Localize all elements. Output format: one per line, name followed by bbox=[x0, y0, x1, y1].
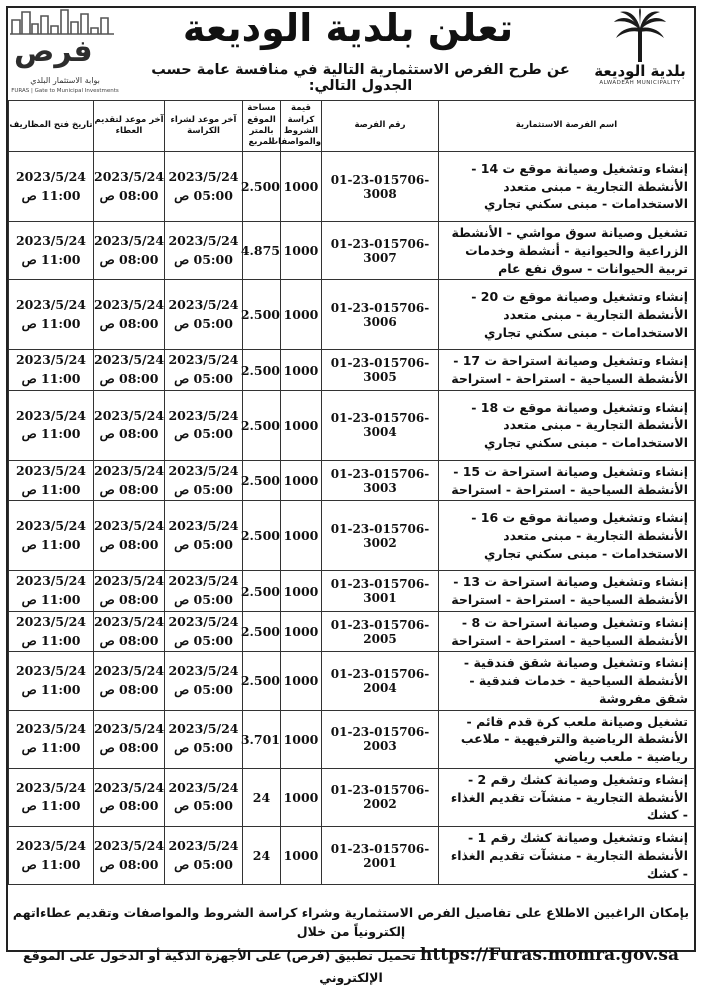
opportunity-name: إنشاء وتشغيل وصيانة استراحة ت 15 - الأنشطة السياحية - استراحة - استراحة bbox=[439, 460, 695, 501]
col-header-area: مساحة الموقع بالمتر المربع bbox=[243, 101, 281, 152]
site-area: 24 bbox=[243, 768, 281, 826]
table-body bbox=[9, 152, 695, 885]
booklet-fee: 1000 bbox=[281, 350, 322, 391]
opportunity-name: إنشاء وتشغيل وصيانة كشك رقم 1 - الأنشطة التجارية - منشآت تقديم الغذاء - كشك bbox=[439, 827, 695, 885]
booklet-fee: 1000 bbox=[281, 611, 322, 652]
opening-time: 11:00 ص bbox=[21, 681, 81, 697]
opportunity-ref: 01-23-015706-3004 bbox=[322, 390, 439, 460]
buy-date: 2023/5/24 bbox=[168, 168, 239, 184]
opening-date: 2023/5/24 bbox=[15, 663, 86, 679]
submit-time: 08:00 ص bbox=[99, 740, 159, 756]
opening-date: 2023/5/24 bbox=[15, 352, 86, 368]
col-header-submit: آخر موعد لتقديم العطاء bbox=[94, 101, 165, 152]
furas-tagline-ar: بوابة الاستثمار البلدي bbox=[30, 76, 100, 85]
submit-deadline bbox=[94, 768, 165, 826]
booklet-fee: 1000 bbox=[281, 152, 322, 222]
submit-deadline bbox=[94, 222, 165, 280]
site-area: 2.500 bbox=[243, 152, 281, 222]
buy-date: 2023/5/24 bbox=[168, 837, 239, 853]
opportunity-name: إنشاء وتشغيل وصيانة موقع ت 18 - الأنشطة التجارية - مبنى متعدد الاستخدامات - مبنى سكني تجاري bbox=[439, 390, 695, 460]
buy-date: 2023/5/24 bbox=[168, 779, 239, 795]
submit-deadline bbox=[94, 460, 165, 501]
site-area: 2.500 bbox=[243, 350, 281, 391]
opening-date: 2023/5/24 bbox=[15, 407, 86, 423]
submit-deadline bbox=[94, 152, 165, 222]
submit-deadline bbox=[94, 280, 165, 350]
opening-date: 2023/5/24 bbox=[15, 462, 86, 478]
submit-date: 2023/5/24 bbox=[94, 352, 165, 368]
opening-time: 11:00 ص bbox=[21, 371, 81, 386]
table-row bbox=[9, 222, 695, 280]
opening-time: 11:00 ص bbox=[21, 187, 81, 203]
booklet-fee: 1000 bbox=[281, 710, 322, 768]
page-subtitle: عن طرح الفرص الاستثمارية التالية في منافسة عامة حسب الجدول التالي: bbox=[151, 62, 570, 94]
buy-time: 05:00 ص bbox=[174, 632, 233, 648]
opening-time: 11:00 ص bbox=[21, 481, 81, 497]
opening-date: 2023/5/24 bbox=[15, 779, 86, 795]
booklet-fee: 1000 bbox=[281, 390, 322, 460]
submit-deadline bbox=[94, 390, 165, 460]
opportunity-ref: 01-23-015706-3002 bbox=[322, 501, 439, 571]
submit-date: 2023/5/24 bbox=[94, 721, 165, 737]
col-header-name: اسم الفرصة الاستثمارية bbox=[439, 101, 695, 152]
footer-note bbox=[10, 903, 692, 987]
booklet-fee: 1000 bbox=[281, 280, 322, 350]
opening-date-cell bbox=[9, 390, 94, 460]
opening-date-cell bbox=[9, 280, 94, 350]
header bbox=[8, 4, 694, 100]
submit-time: 08:00 ص bbox=[99, 371, 159, 386]
buy-time: 05:00 ص bbox=[174, 426, 233, 442]
buy-date: 2023/5/24 bbox=[168, 573, 239, 589]
opportunity-name: إنشاء وتشغيل وصيانة موقع ت 14 - الأنشطة التجارية - مبنى متعدد الاستخدامات - مبنى سكني تجاري bbox=[439, 152, 695, 222]
buy-deadline bbox=[165, 827, 243, 885]
opening-time: 11:00 ص bbox=[21, 740, 81, 756]
table-row bbox=[9, 152, 695, 222]
opening-date: 2023/5/24 bbox=[15, 837, 86, 853]
buy-date: 2023/5/24 bbox=[168, 518, 239, 533]
submit-deadline bbox=[94, 611, 165, 652]
opportunity-ref: 01-23-015706-3001 bbox=[322, 571, 439, 612]
submit-time: 08:00 ص bbox=[99, 315, 159, 331]
opportunity-ref: 01-23-015706-3007 bbox=[322, 222, 439, 280]
buy-deadline bbox=[165, 571, 243, 612]
buy-deadline bbox=[165, 280, 243, 350]
table-row bbox=[9, 460, 695, 501]
buy-time: 05:00 ص bbox=[174, 536, 233, 552]
buy-deadline bbox=[165, 710, 243, 768]
footer-line-2-text: تحميل تطبيق (فرص) على الأجهزة الذكية أو الدخول على الموقع الإلكتروني bbox=[23, 947, 416, 986]
buy-deadline bbox=[165, 460, 243, 501]
opening-date-cell bbox=[9, 611, 94, 652]
buy-time: 05:00 ص bbox=[174, 481, 233, 497]
table-row bbox=[9, 501, 695, 571]
buy-date: 2023/5/24 bbox=[168, 462, 239, 478]
buy-time: 05:00 ص bbox=[174, 740, 233, 756]
opening-time: 11:00 ص bbox=[21, 856, 81, 872]
submit-date: 2023/5/24 bbox=[94, 297, 165, 312]
opening-date-cell bbox=[9, 222, 94, 280]
footer-line-2 bbox=[10, 942, 692, 987]
opening-date: 2023/5/24 bbox=[15, 297, 86, 312]
submit-date: 2023/5/24 bbox=[94, 518, 165, 533]
buy-time: 05:00 ص bbox=[174, 798, 233, 814]
site-area: 2.500 bbox=[243, 571, 281, 612]
opportunity-name: إنشاء وتشغيل وصيانة شقق فندقية - الأنشطة السياحية - خدمات فندقية - شقق مفروشة bbox=[439, 652, 695, 710]
opportunity-ref: 01-23-015706-3006 bbox=[322, 280, 439, 350]
buy-deadline bbox=[165, 768, 243, 826]
page-title: تعلن بلدية الوديعة bbox=[182, 6, 514, 50]
buy-deadline bbox=[165, 390, 243, 460]
booklet-fee: 1000 bbox=[281, 222, 322, 280]
buy-deadline bbox=[165, 350, 243, 391]
opening-date-cell bbox=[9, 152, 94, 222]
website-link[interactable]: https://Furas.momra.gov.sa bbox=[420, 944, 679, 965]
opportunities-table bbox=[8, 100, 695, 885]
submit-time: 08:00 ص bbox=[99, 856, 159, 872]
submit-date: 2023/5/24 bbox=[94, 232, 165, 248]
submit-time: 08:00 ص bbox=[99, 187, 159, 203]
opportunity-ref: 01-23-015706-3003 bbox=[322, 460, 439, 501]
submit-date: 2023/5/24 bbox=[94, 407, 165, 423]
opening-time: 11:00 ص bbox=[21, 536, 81, 552]
opportunity-name: إنشاء وتشغيل وصيانة استراحة ت 8 - الأنشطة السياحية - استراحة - استراحة bbox=[439, 611, 695, 652]
col-header-buy: آخر موعد لشراء الكراسة bbox=[165, 101, 243, 152]
opportunity-ref: 01-23-015706-2004 bbox=[322, 652, 439, 710]
buy-date: 2023/5/24 bbox=[168, 721, 239, 737]
table-row bbox=[9, 768, 695, 826]
buy-deadline bbox=[165, 611, 243, 652]
table-row bbox=[9, 390, 695, 460]
site-area: 24 bbox=[243, 827, 281, 885]
buy-deadline bbox=[165, 501, 243, 571]
opening-date: 2023/5/24 bbox=[15, 168, 86, 184]
opening-time: 11:00 ص bbox=[21, 592, 81, 607]
submit-time: 08:00 ص bbox=[99, 481, 159, 497]
opportunity-name: تشغيل وصيانة ملعب كرة قدم قائم - الأنشطة الرياضية والترفيهية - ملاعب رياضية - ملعب رياضي bbox=[439, 710, 695, 768]
buy-deadline bbox=[165, 222, 243, 280]
submit-time: 08:00 ص bbox=[99, 592, 159, 607]
opportunity-name: إنشاء وتشغيل وصيانة استراحة ت 17 - الأنشطة السياحية - استراحة - استراحة bbox=[439, 350, 695, 391]
site-area: 2.500 bbox=[243, 501, 281, 571]
buy-date: 2023/5/24 bbox=[168, 297, 239, 312]
site-area: 2.500 bbox=[243, 280, 281, 350]
col-header-fee: قيمة كراسة الشروط والمواصفات bbox=[281, 101, 322, 152]
opening-date: 2023/5/24 bbox=[15, 721, 86, 737]
buy-time: 05:00 ص bbox=[174, 856, 233, 872]
submit-date: 2023/5/24 bbox=[94, 168, 165, 184]
site-area: 2.500 bbox=[243, 652, 281, 710]
buy-date: 2023/5/24 bbox=[168, 352, 239, 368]
submit-deadline bbox=[94, 350, 165, 391]
submit-deadline bbox=[94, 827, 165, 885]
submit-date: 2023/5/24 bbox=[94, 613, 165, 629]
buy-time: 05:00 ص bbox=[174, 315, 233, 331]
opening-date-cell bbox=[9, 460, 94, 501]
opening-date-cell bbox=[9, 350, 94, 391]
opening-time: 11:00 ص bbox=[21, 798, 81, 814]
submit-deadline bbox=[94, 501, 165, 571]
opportunity-name: إنشاء وتشغيل وصيانة استراحة ت 13 - الأنشطة السياحية - استراحة - استراحة bbox=[439, 571, 695, 612]
table-row bbox=[9, 571, 695, 612]
table-row bbox=[9, 611, 695, 652]
site-area: 2.500 bbox=[243, 390, 281, 460]
opportunity-ref: 01-23-015706-2005 bbox=[322, 611, 439, 652]
opportunity-name: إنشاء وتشغيل وصيانة موقع ت 20 - الأنشطة التجارية - مبنى متعدد الاستخدامات - مبنى سكني تجاري bbox=[439, 280, 695, 350]
site-area: 2.500 bbox=[243, 460, 281, 501]
opportunity-name: تشغيل وصيانة سوق مواشي - الأنشطة الزراعية والحيوانية - أنشطة وخدمات تربية الحيوانات - سوق نفع عام bbox=[439, 222, 695, 280]
buy-time: 05:00 ص bbox=[174, 592, 233, 607]
furas-logo bbox=[8, 6, 120, 100]
submit-date: 2023/5/24 bbox=[94, 462, 165, 478]
buy-date: 2023/5/24 bbox=[168, 232, 239, 248]
col-header-open: تاريخ فتح المظاريف bbox=[9, 101, 94, 152]
submit-deadline bbox=[94, 652, 165, 710]
municipality-name-en: ALWADEAH MUNICIPALITY bbox=[599, 80, 681, 86]
buy-time: 05:00 ص bbox=[174, 251, 233, 267]
table-row bbox=[9, 652, 695, 710]
opportunity-ref: 01-23-015706-2003 bbox=[322, 710, 439, 768]
opening-date-cell bbox=[9, 652, 94, 710]
opening-date: 2023/5/24 bbox=[15, 518, 86, 533]
furas-tagline-en: FURAS | Gate to Municipal Investments bbox=[11, 88, 119, 94]
opening-time: 11:00 ص bbox=[21, 632, 81, 648]
buy-date: 2023/5/24 bbox=[168, 663, 239, 679]
submit-time: 08:00 ص bbox=[99, 681, 159, 697]
opening-date-cell bbox=[9, 571, 94, 612]
opening-date-cell bbox=[9, 501, 94, 571]
site-area: 2.500 bbox=[243, 611, 281, 652]
opening-date-cell bbox=[9, 710, 94, 768]
buy-time: 05:00 ص bbox=[174, 371, 233, 386]
submit-deadline bbox=[94, 571, 165, 612]
submit-date: 2023/5/24 bbox=[94, 573, 165, 589]
table-row bbox=[9, 827, 695, 885]
submit-deadline bbox=[94, 710, 165, 768]
municipality-name: بلدية الوديعة bbox=[594, 62, 686, 80]
opportunity-name: إنشاء وتشغيل وصيانة كشك رقم 2 - الأنشطة التجارية - منشآت تقديم الغذاء - كشك bbox=[439, 768, 695, 826]
submit-time: 08:00 ص bbox=[99, 426, 159, 442]
booklet-fee: 1000 bbox=[281, 501, 322, 571]
booklet-fee: 1000 bbox=[281, 827, 322, 885]
opening-date: 2023/5/24 bbox=[15, 573, 86, 589]
opening-time: 11:00 ص bbox=[21, 315, 81, 331]
opening-time: 11:00 ص bbox=[21, 426, 81, 442]
booklet-fee: 1000 bbox=[281, 571, 322, 612]
opening-date-cell bbox=[9, 768, 94, 826]
opening-date-cell bbox=[9, 827, 94, 885]
municipality-logo bbox=[594, 8, 686, 98]
footer-line-1: بإمكان الراغبين الاطلاع على تفاصيل الفرص الاستثمارية وشراء كراسة الشروط والمواصفات وتقديم عطاءاتهم إلكترونياً من خلال bbox=[12, 905, 690, 940]
submit-time: 08:00 ص bbox=[99, 251, 159, 267]
submit-date: 2023/5/24 bbox=[94, 779, 165, 795]
submit-time: 08:00 ص bbox=[99, 798, 159, 814]
submit-date: 2023/5/24 bbox=[94, 663, 165, 679]
furas-brand: فرص bbox=[14, 34, 93, 69]
table-row bbox=[9, 350, 695, 391]
booklet-fee: 1000 bbox=[281, 652, 322, 710]
opportunity-ref: 01-23-015706-3005 bbox=[322, 350, 439, 391]
opening-time: 11:00 ص bbox=[21, 251, 81, 267]
submit-date: 2023/5/24 bbox=[94, 837, 165, 853]
table-header-row bbox=[9, 101, 695, 152]
opening-date: 2023/5/24 bbox=[15, 232, 86, 248]
opportunity-ref: 01-23-015706-2001 bbox=[322, 827, 439, 885]
site-area: 3.701 bbox=[243, 710, 281, 768]
col-header-ref: رقم الفرصة bbox=[322, 101, 439, 152]
buy-deadline bbox=[165, 652, 243, 710]
table-row bbox=[9, 710, 695, 768]
buy-date: 2023/5/24 bbox=[168, 407, 239, 423]
buy-deadline bbox=[165, 152, 243, 222]
city-skyline-icon bbox=[8, 6, 118, 36]
opportunity-ref: 01-23-015706-3008 bbox=[322, 152, 439, 222]
opening-date: 2023/5/24 bbox=[15, 613, 86, 629]
palm-tree-icon bbox=[610, 8, 670, 64]
table-row bbox=[9, 280, 695, 350]
buy-date: 2023/5/24 bbox=[168, 613, 239, 629]
opportunity-ref: 01-23-015706-2002 bbox=[322, 768, 439, 826]
site-area: 4.875 bbox=[243, 222, 281, 280]
buy-time: 05:00 ص bbox=[174, 187, 233, 203]
submit-time: 08:00 ص bbox=[99, 536, 159, 552]
booklet-fee: 1000 bbox=[281, 460, 322, 501]
opportunity-name: إنشاء وتشغيل وصيانة موقع ت 16 - الأنشطة التجارية - مبنى متعدد الاستخدامات - مبنى سكني تجاري bbox=[439, 501, 695, 571]
submit-time: 08:00 ص bbox=[99, 632, 159, 648]
booklet-fee: 1000 bbox=[281, 768, 322, 826]
buy-time: 05:00 ص bbox=[174, 681, 233, 697]
